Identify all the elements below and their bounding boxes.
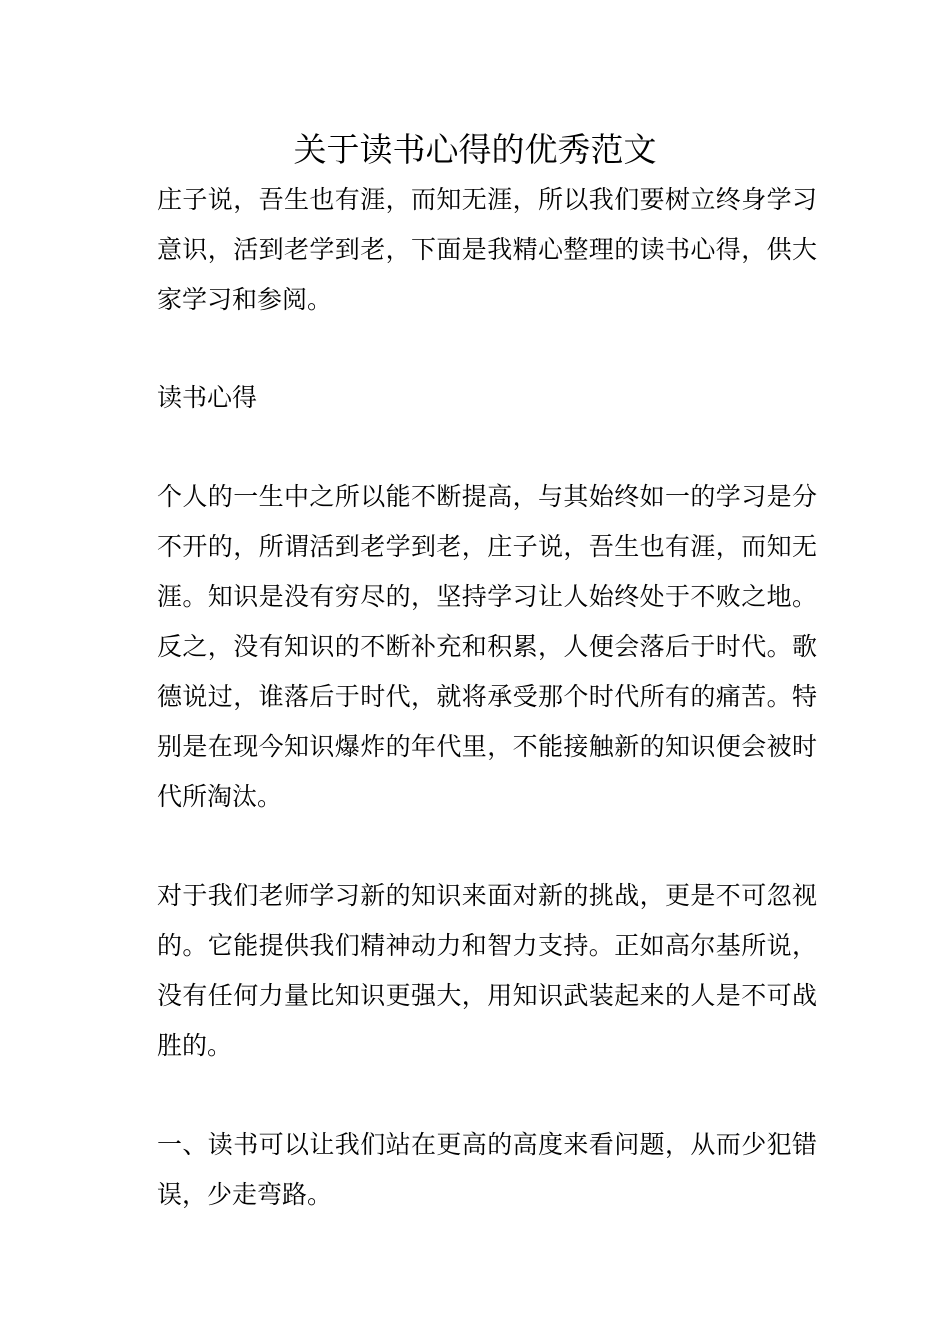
body-paragraph: 一、读书可以让我们站在更高的高度来看问题，从而少犯错误，少走弯路。	[157, 1130, 817, 1209]
body-paragraph: 对于我们老师学习新的知识来面对新的挑战，更是不可忽视的。它能提供我们精神动力和智力支持。正如高尔基所说，没有任何力量比知识更强大，用知识武装起来的人是不可战胜的。	[157, 881, 817, 1060]
section-heading: 读书心得	[157, 383, 258, 412]
intro-paragraph: 庄子说，吾生也有涯，而知无涯，所以我们要树立终身学习意识，活到老学到老，下面是我精心整理的读书心得，供大家学习和参阅。	[157, 185, 817, 314]
document-title: 关于读书心得的优秀范文	[293, 130, 657, 169]
body-paragraph: 个人的一生中之所以能不断提高，与其始终如一的学习是分不开的，所谓活到老学到老，庄子说，吾生也有涯，而知无涯。知识是没有穷尽的，坚持学习让人始终处于不败之地。反之，没有知识的不断补充和积累，人便会落后于时代。歌德说过，谁落后于时代，就将承受那个时代所有的痛苦。特别是在现今知识爆炸的年代里，不能接触新的知识便会被时代所淘汰。	[157, 482, 817, 811]
